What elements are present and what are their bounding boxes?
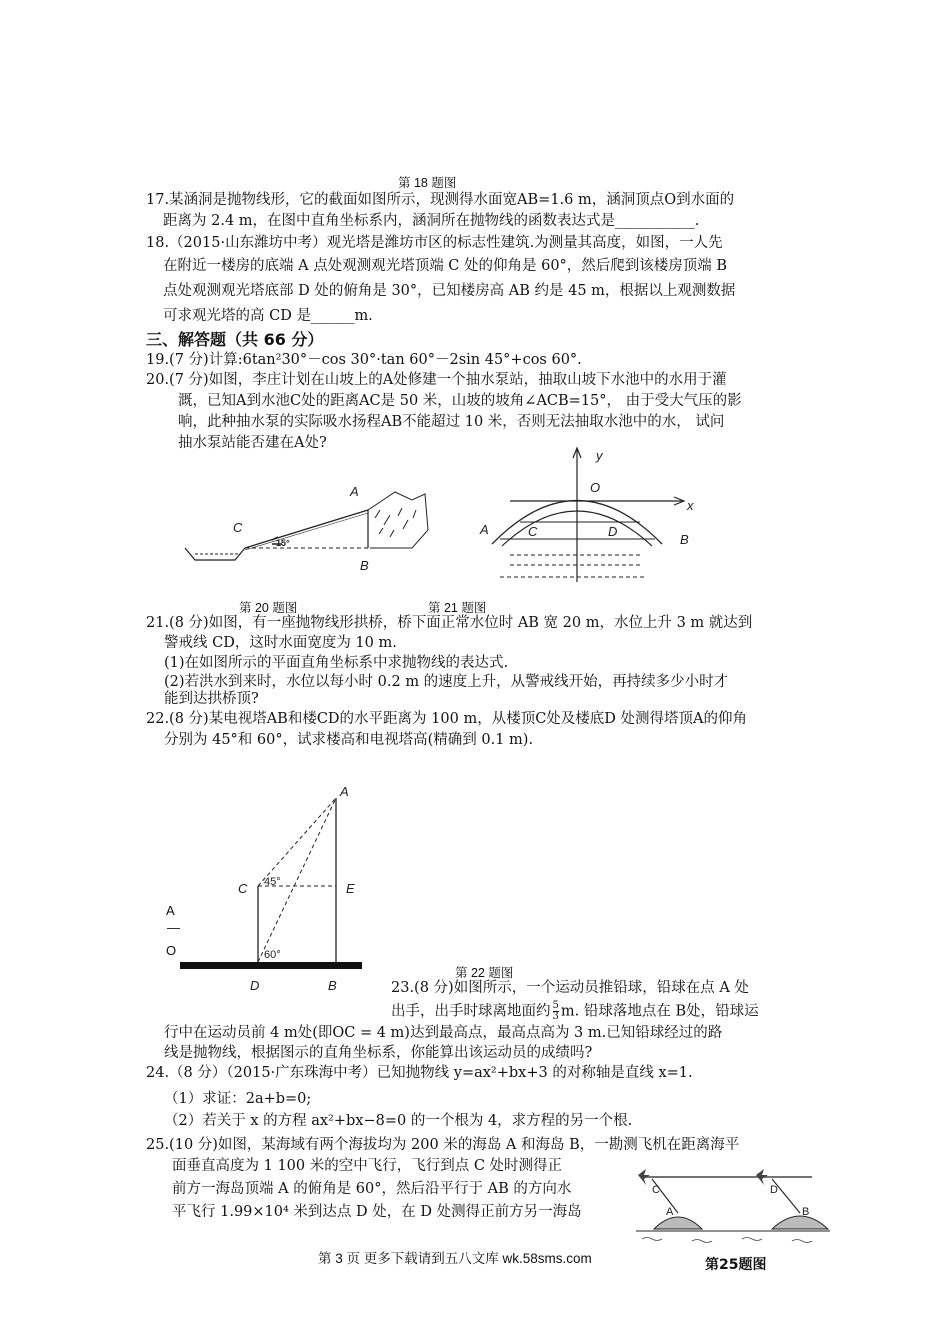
q18-line1: 18.（2015·山东潍坊中考）观光塔是潍坊市区的标志性建筑.为测量其高度，如图，一人先: [146, 235, 723, 251]
q23-line4: 线是抛物线，根据图示的直角坐标系，你能算出该运动员的成绩吗?: [164, 1045, 593, 1061]
q23-line2: [391, 1001, 759, 1023]
q23-frac-den: 3: [552, 1011, 559, 1022]
fig23-label-dash: —: [167, 920, 180, 935]
fig22-label-b: B: [328, 978, 337, 993]
page-footer: 第 3 页 更多下载请到五八文库 wk.58sms.com: [318, 1251, 592, 1266]
fig21-label-d: D: [608, 524, 618, 539]
fig22-label-d: D: [250, 978, 260, 993]
fig25-caption: 第25题图: [705, 1257, 767, 1273]
fig21-label-y: y: [596, 448, 603, 463]
q23-frac-num: 5: [552, 1000, 559, 1011]
q21-line3: (1)在如图所示的平面直角坐标系中求抛物线的表达式.: [164, 655, 509, 671]
q24-line3: （2）若关于 x 的方程 ax²+bx−8=0 的一个根为 4，求方程的另一个根.: [164, 1113, 633, 1129]
fig21-label-b: B: [680, 532, 689, 547]
fig25-diagram: [632, 1165, 832, 1250]
fig21-label-c: C: [528, 524, 538, 539]
q24-line2: （1）求证：2a+b=0;: [164, 1091, 312, 1107]
q25-line2: 面垂直高度为 1 100 米的空中飞行，飞行到点 C 处时测得正: [172, 1158, 563, 1174]
fig20-label-b: B: [360, 558, 369, 573]
fig25-island-a: [654, 1217, 702, 1229]
fig20-hill: [368, 492, 428, 548]
q22-line1: 22.(8 分)某电视塔AB和楼CD的水平距离为 100 m，从楼顶C处及楼底D 处测得塔顶A的仰角: [146, 711, 747, 727]
fig25-island-b: [772, 1216, 828, 1229]
section-heading: 三、解答题（共 66 分）: [146, 330, 324, 349]
fig22-diagram: [160, 778, 390, 998]
q25-line1: 25.(10 分)如图，某海域有两个海拔均为 200 米的海岛 A 和海岛 B，一勘测飞机在距离海平: [146, 1137, 740, 1153]
fig20-label-c: C: [233, 520, 243, 535]
fig25-label-b: B: [802, 1206, 810, 1218]
fig20-label-a: A: [350, 484, 359, 499]
q18-line3: 点处观测观光塔底部 D 处的俯角是 30°，已知楼房高 AB 约是 45 m，根据以上观测数据: [163, 283, 736, 299]
fig20-angle-label: 15°: [276, 538, 290, 548]
fig22-label-c: C: [238, 881, 248, 896]
fig22-ground: [180, 962, 362, 969]
fig23-label-a: A: [166, 903, 175, 918]
q23-line1: 23.(8 分)如图所示，一个运动员推铅球，铅球在点 A 处: [391, 980, 749, 996]
fig21-diagram: [470, 442, 700, 592]
fig21-caption: 第 21 题图: [428, 601, 487, 615]
fig25-waves: [642, 1238, 812, 1243]
fig25-label-a: A: [666, 1206, 674, 1218]
fig21-label-o: O: [590, 480, 601, 495]
q23-line2a: 出手，出手时球离地面约: [391, 1003, 551, 1020]
fig21-label-x: x: [687, 498, 694, 513]
fig20-diagram: [180, 480, 440, 590]
q25-line3: 前方一海岛顶端 A 的俯角是 60°，然后沿平行于 AB 的方向水: [172, 1181, 572, 1197]
q20-line1: 20.(7 分)如图，李庄计划在山坡上的A处修建一个抽水泵站，抽取山坡下水池中的水用于灌: [146, 372, 727, 388]
fig20-hatch: [375, 508, 416, 537]
q23-fraction: [553, 1001, 559, 1022]
fig20-slope-edge: [245, 513, 368, 550]
fig22-sight-c: [258, 798, 336, 886]
fig22-label-a: A: [340, 784, 349, 799]
q17-line1: 17.某涵洞是抛物线形，它的截面如图所示，现测得水面宽AB=1.6 m，涵洞顶点O到水面的: [146, 192, 735, 208]
q23-line3: 行中在运动员前 4 m处(即OC = 4 m)达到最高点，最高点高为 3 m.已知铅球经过的路: [164, 1025, 723, 1041]
q23-line2b: m. 铅球落地点在 B处，铅球运: [560, 1003, 759, 1020]
fig18-caption: 第 18 题图: [398, 176, 457, 190]
q20-line2: 溉，已知A到水池C处的距离AC是 50 米，山坡的坡角∠ACB=15°， 由于受大气压的影: [178, 393, 742, 409]
fig22-angle-60: 60°: [264, 949, 281, 961]
q17-line2: 距离为 2.4 m，在图中直角坐标系内，涵洞所在抛物线的函数表达式是___________.: [163, 213, 700, 229]
fig23-label-o: O: [166, 943, 177, 958]
fig25-label-d: D: [770, 1184, 778, 1196]
q21-line5: 能到达拱桥顶?: [164, 691, 259, 707]
q22-line2: 分别为 45°和 60°，试求楼高和电视塔高(精确到 0.1 m).: [164, 732, 534, 748]
fig22-caption: 第 22 题图: [455, 966, 514, 980]
fig25-label-c: C: [652, 1184, 660, 1196]
fig21-label-a: A: [480, 522, 489, 537]
q24-line1: 24.（8 分）（2015·广东珠海中考）已知抛物线 y=ax²+bx+3 的对称轴是直线 x=1.: [146, 1065, 693, 1081]
q20-line3: 响，此种抽水泵的实际吸水扬程AB不能超过 10 米，否则无法抽取水池中的水， 试问: [178, 414, 725, 430]
fig20-slope: [245, 510, 368, 548]
q18-line2: 在附近一楼房的底端 A 点处观测观光塔顶端 C 处的仰角是 60°，然后爬到该楼房顶端 B: [163, 258, 728, 274]
fig22-label-e: E: [346, 881, 355, 896]
q21-line4: (2)若洪水到来时，水位以每小时 0.2 m 的速度上升，从警戒线开始，再持续多少小时才: [164, 674, 729, 690]
q21-line1: 21.(8 分)如图，有一座抛物线形拱桥，桥下面正常水位时 AB 宽 20 m，水位上升 3 m 就达到: [146, 615, 753, 631]
q20-line4: 抽水泵站能否建在A处?: [178, 435, 327, 451]
q18-line4: 可求观光塔的高 CD 是______m.: [163, 308, 373, 324]
q19-text: 19.(7 分)计算:6tan²30°－cos 30°·tan 60°－2sin 45°+cos 60°.: [146, 352, 582, 368]
fig20-caption: 第 20 题图: [239, 601, 298, 615]
q25-line4: 平飞行 1.99×10⁴ 米到达点 D 处，在 D 处测得正前方另一海岛: [172, 1204, 582, 1220]
fig22-angle-45: 45°: [264, 876, 281, 888]
q21-line2: 警戒线 CD，这时水面宽度为 10 m.: [164, 635, 397, 651]
